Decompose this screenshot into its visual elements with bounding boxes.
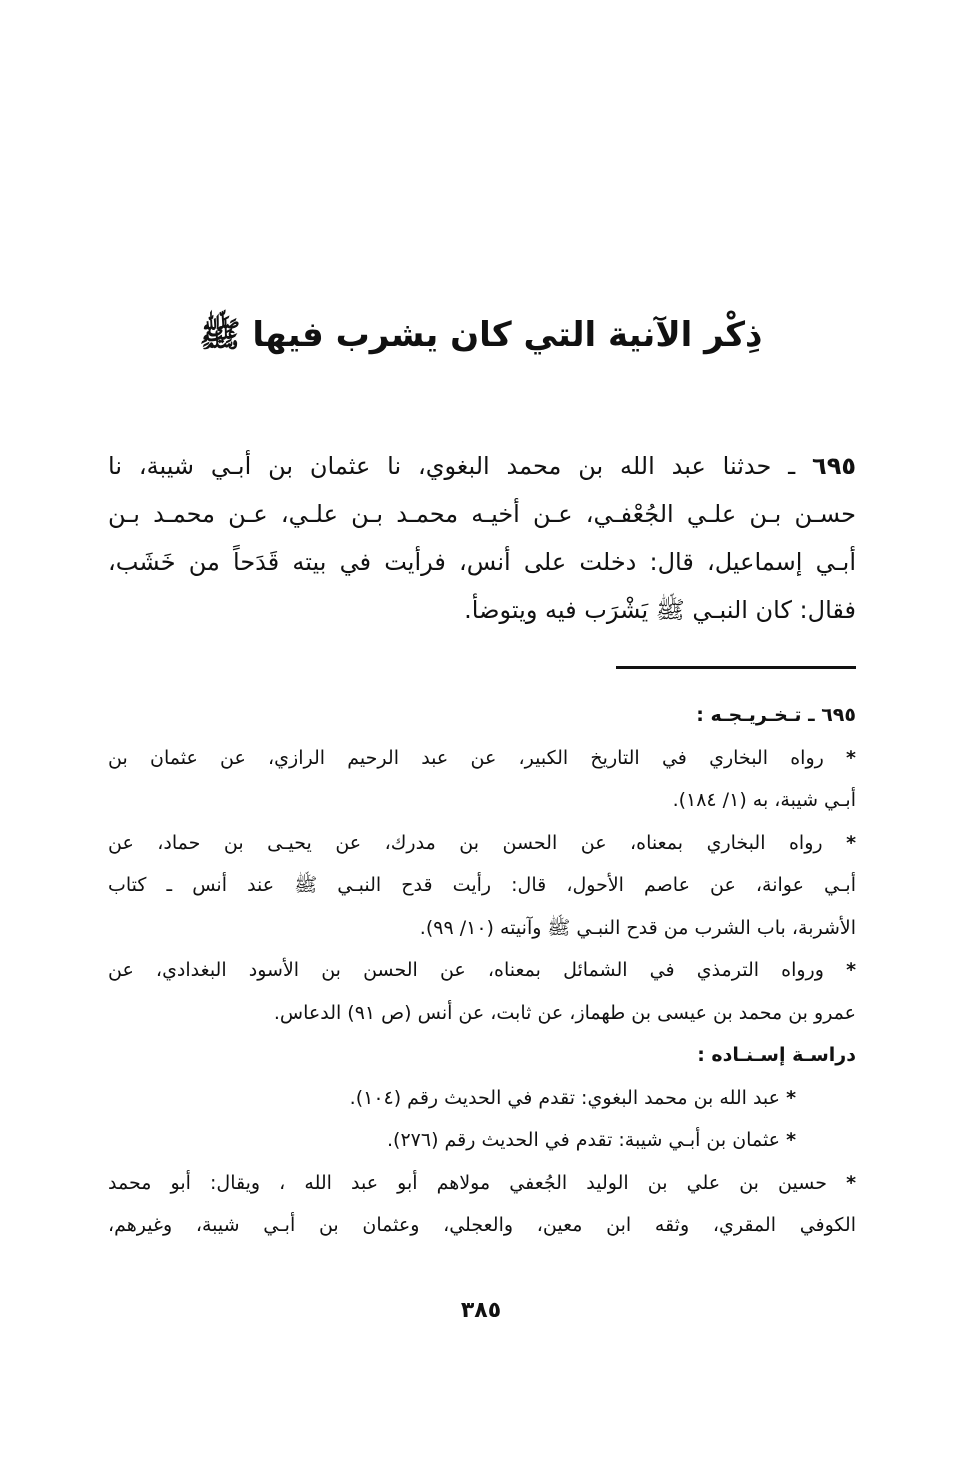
takhrij-2-line-2: أبـي عوانة، عن عاصم الأحول، قال: رأيت قدح النبـي ﷺ عند أنس ـ كتاب — [108, 874, 856, 896]
husain-line-2: الكوفي المقري، وثقه ابن معين، والعجلي، وعثمان بن أبـي شيبة، وغيرهم، — [108, 1214, 856, 1236]
hadith-line-3: أبـي إسماعيل، قال: دخلت على أنس، فرأيت في بيته قَدَحاً من خَشَب، — [108, 548, 856, 576]
takhrij-2-line-3: الأشربة، باب الشرب من قدح النبـي ﷺ وآنيته (١٠/ ٩٩). — [419, 916, 856, 939]
takhrij-1-line-2: أبـي شيبة، به (١/ ١٨٤). — [672, 789, 856, 811]
bullet-icon: * — [786, 1129, 796, 1151]
bullet-icon: * — [846, 746, 856, 769]
hadith-line-2: حسـن بـن علـي الجُعْفـي، عـن أخيـه محمـد بـن علـي، عـن محمـد بـن — [108, 500, 856, 528]
husain-line-1 — [108, 1162, 856, 1205]
dirasa-heading: دراسـة إسـنـاده : — [697, 1044, 856, 1066]
footnotes — [108, 694, 856, 1247]
chapter-title: ذِكْر الآنية التي كان يشرب فيها ﷺ — [199, 315, 763, 355]
hadith-number: ٦٩٥ — [812, 452, 856, 480]
page-number: ٣٨٥ — [460, 1298, 502, 1323]
hadith-line-1 — [108, 442, 856, 490]
hadith-line-4: فقال: كان النبـي ﷺ يَشْرَب فيه ويتوضأ. — [464, 596, 856, 624]
takhrij-heading: ٦٩٥ ـ تـخـريـجـه : — [696, 704, 856, 726]
bullet-icon: * — [786, 1086, 796, 1109]
takhrij-1-line-1 — [108, 737, 856, 780]
takhrij-2-text-1: رواه البخاري بمعناه، عن الحسن بن مدرك، عن يحيـى بن حماد، عن — [108, 831, 823, 854]
dirasa-item-1-text: عبد الله بن محمد البغوي: تقدم في الحديث رقم (١٠٤). — [349, 1086, 781, 1109]
bullet-icon: * — [846, 831, 856, 854]
takhrij-1-text-1: رواه البخاري في التاريخ الكبير، عن عبد الرحيم الرازي، عن عثمان بن — [108, 746, 824, 769]
bullet-icon: * — [846, 959, 856, 981]
husain-text-1: حسين بن علي بن الوليد الجُعفي مولاهم أبو عبد الله ، ويقال: أبو محمد — [108, 1171, 827, 1194]
takhrij-2-line-1 — [108, 822, 856, 865]
dirasa-item-2-text: عثمان بن أبـي شيبة: تقدم في الحديث رقم (٢٧٦). — [387, 1129, 781, 1151]
dirasa-item-1 — [108, 1077, 856, 1120]
takhrij-3-line-1 — [108, 949, 856, 992]
bullet-icon: * — [846, 1171, 856, 1194]
dirasa-item-2 — [108, 1119, 856, 1162]
footnote-separator — [616, 666, 856, 669]
hadith-text — [108, 442, 856, 634]
takhrij-3-line-2: عمرو بن محمد بن عيسى بن طهماز، عن ثابت، عن أنس (ص ٩١) الدعاس. — [273, 1001, 856, 1024]
takhrij-3-text-1: ورواه الترمذي في الشمائل بمعناه، عن الحسن بن الأسود البغدادي، عن — [108, 959, 824, 981]
hadith-line-1-text: ـ حدثنا عبد الله بن محمد البغوي، نا عثمان بن أبـي شيبة، نا — [108, 452, 796, 480]
